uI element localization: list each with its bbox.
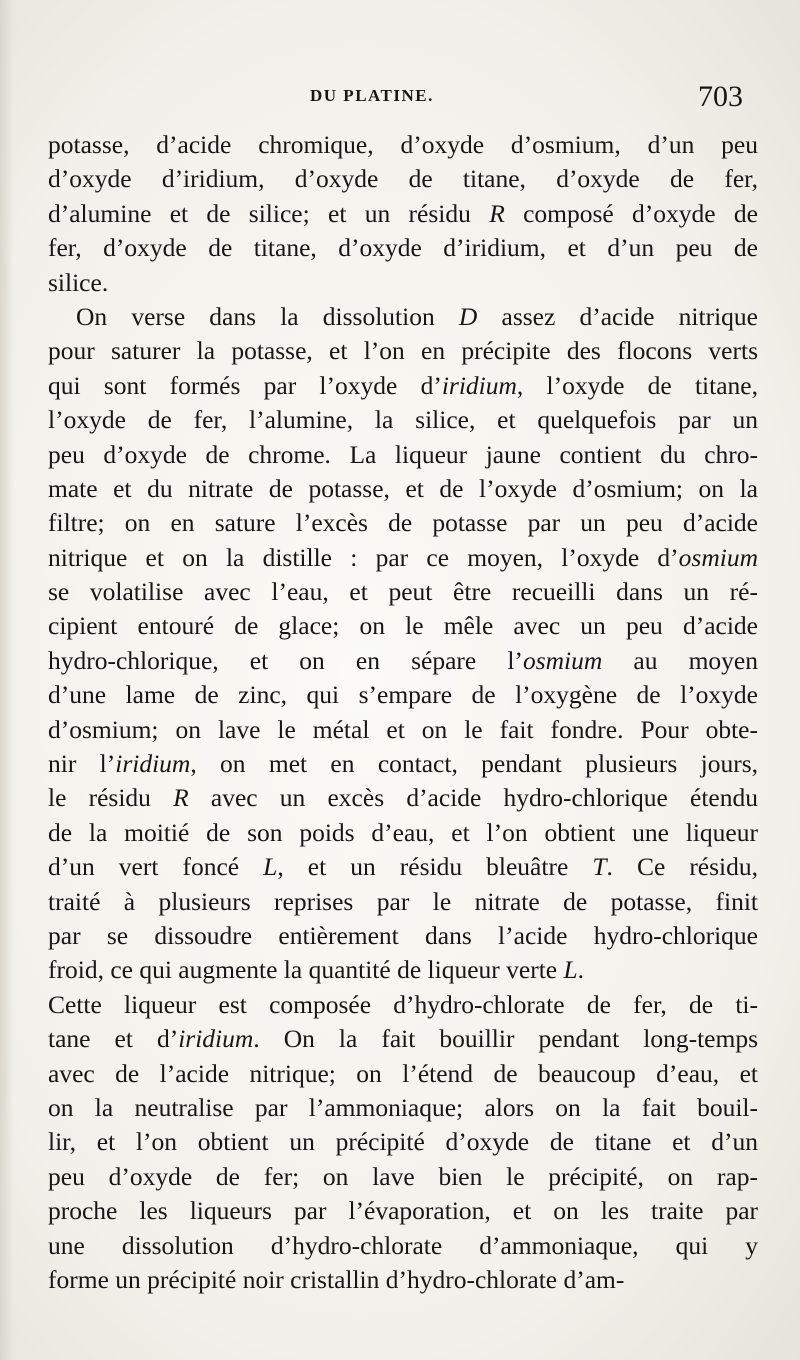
text-segment: On verse dans la dissolution (76, 301, 459, 331)
body-text (48, 128, 758, 1297)
text-segment: qui sont formés par l’oxyde d’ (48, 370, 442, 400)
text-line (48, 266, 758, 300)
text-segment: lir, et l’on obtient un précipité d’oxyde de titane et d’un (48, 1127, 758, 1157)
italic-text: L (263, 852, 278, 882)
text-line (48, 506, 758, 540)
italic-text: R (489, 198, 505, 228)
text-line (48, 1160, 758, 1194)
page-number: 703 (698, 80, 743, 113)
text-segment: silice. (48, 267, 109, 297)
text-line (48, 781, 758, 815)
text-line (48, 403, 758, 437)
text-segment: , on met en contact, pendant plusieurs jours, (190, 749, 758, 779)
text-line (48, 334, 758, 368)
text-segment: d’une lame de zinc, qui s’empare de l’oxygène de l’oxyde (48, 680, 758, 710)
italic-text: T (592, 852, 607, 882)
text-line (48, 369, 758, 403)
text-segment: assez d’acide nitrique (477, 301, 758, 331)
text-segment: peu d’oxyde de fer; on lave bien le précipité, on rap- (48, 1161, 758, 1191)
text-segment: d’osmium; on lave le métal et on le fait fondre. Pour obte- (48, 714, 758, 744)
text-segment: froid, ce qui augmente la quantité de liqueur verte (48, 955, 564, 985)
italic-text: iridium (441, 370, 517, 400)
text-segment: de la moitié de son poids d’eau, et l’on obtient une liqueur (48, 817, 758, 847)
text-line (48, 162, 758, 196)
text-segment: cipient entouré de glace; on le mêle avec un peu d’acide (48, 611, 758, 641)
text-line (48, 953, 758, 987)
text-segment: filtre; on en sature l’excès de potasse par un peu d’acide (48, 508, 758, 538)
text-line (48, 816, 758, 850)
text-segment: , l’oxyde de titane, (516, 370, 758, 400)
italic-text: D (458, 301, 478, 331)
text-segment: une dissolution d’hydro-chlorate d’ammoniaque, qui y (48, 1230, 758, 1260)
text-segment: mate et du nitrate de potasse, et de l’oxyde d’osmium; on la (48, 473, 758, 503)
text-line (48, 575, 758, 609)
italic-text: iridium (178, 1024, 254, 1054)
text-segment: forme un précipité noir cristallin d’hydro-chlorate d’am- (48, 1264, 625, 1294)
text-segment: peu d’oxyde de chrome. La liqueur jaune contient du chro- (48, 439, 758, 469)
text-segment: potasse, d’acide chromique, d’oxyde d’osmium, d’un peu (48, 130, 758, 159)
text-line (48, 231, 758, 265)
text-line (48, 609, 758, 643)
text-segment: le résidu (48, 783, 174, 813)
text-line (48, 1263, 758, 1297)
text-segment: proche les liqueurs par l’évaporation, et on les traite par (48, 1196, 758, 1226)
text-line (48, 919, 758, 953)
text-line (48, 128, 758, 162)
text-segment: au moyen (602, 645, 758, 675)
text-segment: , et un résidu bleuâtre (277, 852, 593, 882)
italic-text: iridium (115, 749, 191, 779)
text-segment: . Ce résidu, (606, 852, 759, 882)
text-line (48, 644, 758, 678)
text-line (48, 1125, 758, 1159)
text-line (48, 472, 758, 506)
text-line (48, 1091, 758, 1125)
text-line (48, 747, 758, 781)
text-line (48, 1229, 758, 1263)
italic-text: L (563, 955, 578, 985)
text-segment: hydro-chlorique, et on en sépare l’ (48, 645, 523, 675)
text-line (48, 1022, 758, 1056)
text-segment: nitrique et on la distille : par ce moyen, l’oxyde d’ (48, 542, 679, 572)
text-line (48, 850, 758, 884)
text-segment: . (577, 955, 585, 985)
text-segment: pour saturer la potasse, et l’on en précipite des flocons verts (48, 336, 758, 366)
italic-text: osmium (678, 542, 758, 572)
text-segment: avec un excès d’acide hydro-chlorique étendu (188, 783, 758, 813)
text-line (48, 438, 758, 472)
text-line (48, 678, 758, 712)
text-segment: d’oxyde d’iridium, d’oxyde de titane, d’oxyde de fer, (48, 164, 758, 194)
text-segment: d’un vert foncé (48, 852, 264, 882)
text-line (48, 1194, 758, 1228)
running-title: DU PLATINE. (310, 86, 434, 105)
text-line (48, 988, 758, 1022)
text-segment: tane et d’ (48, 1024, 179, 1054)
text-segment: traité à plusieurs reprises par le nitrate de potasse, finit (48, 886, 758, 916)
text-line (48, 300, 758, 334)
text-segment: fer, d’oxyde de titane, d’oxyde d’iridium, et d’un peu de (48, 233, 758, 263)
text-line (48, 885, 758, 919)
text-line (48, 713, 758, 747)
italic-text: R (173, 783, 189, 813)
text-line (48, 541, 758, 575)
text-segment: par se dissoudre entièrement dans l’acide hydro-chlorique (48, 920, 758, 950)
text-segment: d’alumine et de silice; et un résidu (48, 198, 490, 228)
text-segment: nir l’ (48, 749, 116, 779)
text-segment: l’oxyde de fer, l’alumine, la silice, et quelquefois par un (48, 405, 758, 435)
text-segment: Cette liqueur est composée d’hydro-chlorate de fer, de ti- (48, 989, 758, 1019)
text-line (48, 1057, 758, 1091)
text-segment: on la neutralise par l’ammoniaque; alors on la fait bouil- (48, 1092, 758, 1122)
italic-text: osmium (522, 645, 603, 675)
text-segment: composé d’oxyde de (504, 198, 758, 228)
text-line (48, 197, 758, 231)
text-segment: . On la fait bouillir pendant long-temps (253, 1024, 758, 1054)
text-segment: se volatilise avec l’eau, et peut être recueilli dans un ré- (48, 577, 758, 607)
text-segment: avec de l’acide nitrique; on l’étend de beaucoup d’eau, et (48, 1058, 758, 1088)
